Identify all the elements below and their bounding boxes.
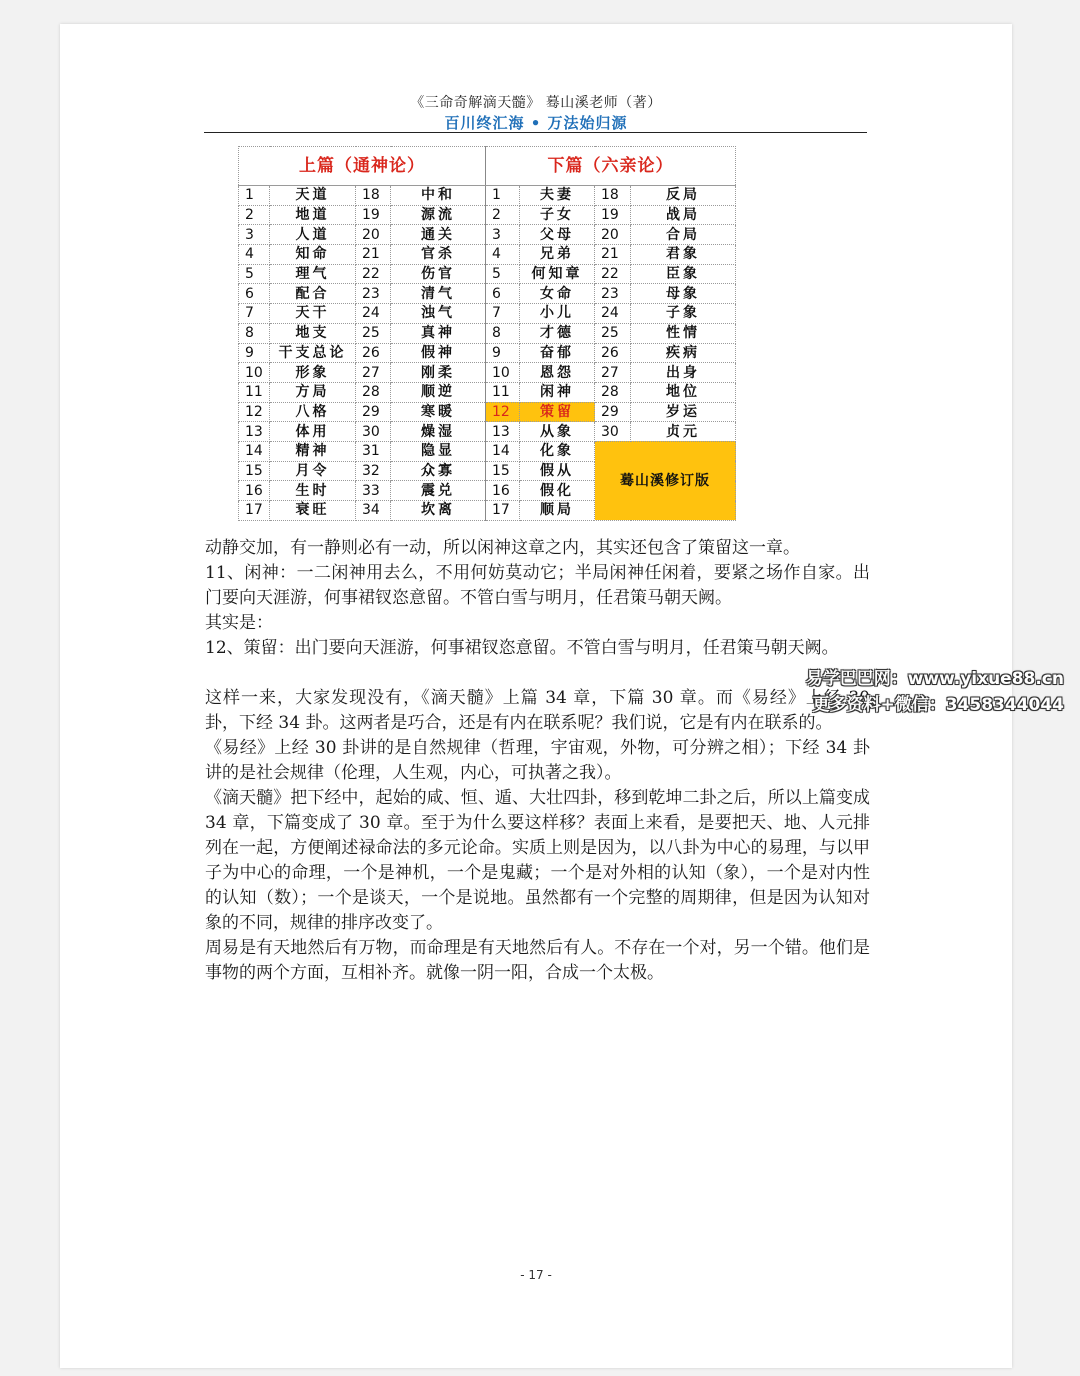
chapter-number: 8 [486, 323, 520, 343]
chapter-title: 女命 [520, 284, 595, 304]
chapter-title: 理气 [270, 264, 356, 284]
chapter-number: 27 [595, 363, 631, 383]
chapter-number: 10 [486, 363, 520, 383]
chapter-number: 33 [356, 481, 391, 501]
book-subtitle: 百川终汇海 • 万法始归源 [444, 114, 628, 132]
watermark-contact: 更多资料+微信：3458344044 [812, 695, 1064, 715]
chapter-number: 2 [239, 205, 270, 225]
paragraph: 《易经》上经 30 卦讲的是自然规律（哲理，宇宙观，外物，可分辨之相）；下经 34 卦讲的是社会规律（伦理，人生观，内心，可执著之我）。 [205, 738, 870, 783]
chapter-title: 知命 [270, 245, 356, 265]
chapter-title: 子象 [631, 304, 736, 324]
chapter-number: 13 [486, 422, 520, 442]
chapter-number: 7 [239, 304, 270, 324]
chapter-number: 23 [595, 284, 631, 304]
chapter-number: 17 [239, 501, 270, 521]
chapter-number: 9 [239, 343, 270, 363]
chapter-title: 坎离 [391, 501, 486, 521]
chapter-number: 4 [486, 245, 520, 265]
chapter-number: 6 [486, 284, 520, 304]
chapter-number: 26 [356, 343, 391, 363]
chapter-title: 顺局 [520, 501, 595, 521]
chapter-title: 假从 [520, 461, 595, 481]
chapter-title: 化象 [520, 441, 595, 461]
chapter-number: 5 [239, 264, 270, 284]
table-row [239, 402, 736, 422]
table-row [239, 343, 736, 363]
chapter-title: 出身 [631, 363, 736, 383]
chapter-number: 21 [356, 245, 391, 265]
chapter-title: 震兑 [391, 481, 486, 501]
paragraph: 11、闲神：一二闲神用去么，不用何妨莫动它；半局闲神任闲着，要紧之场作自家。出门要向天涯游，何事裙钗恣意留。不管白雪与明月，任君策马朝天阙。 [205, 563, 870, 608]
chapter-number: 25 [595, 323, 631, 343]
chapter-number: 15 [486, 461, 520, 481]
chapter-title: 形象 [270, 363, 356, 383]
chapter-number: 7 [486, 304, 520, 324]
chapter-number: 1 [486, 186, 520, 206]
chapter-title: 人道 [270, 225, 356, 245]
chapter-number: 13 [239, 422, 270, 442]
chapter-number: 14 [239, 441, 270, 461]
chapter-title: 战局 [631, 205, 736, 225]
chapter-title: 寒暖 [391, 402, 486, 422]
paragraph: 其实是： [205, 613, 273, 633]
chapter-title: 才德 [520, 323, 595, 343]
page-number: - 17 - [520, 1268, 552, 1282]
chapter-title: 君象 [631, 245, 736, 265]
chapter-title: 生时 [270, 481, 356, 501]
chapter-title: 子女 [520, 205, 595, 225]
book-title: 《三命奇解滴天髓》 蓦山溪老师（著） [410, 95, 662, 111]
chapter-title: 伤官 [391, 264, 486, 284]
chapter-title: 何知章 [520, 264, 595, 284]
table-row [239, 323, 736, 343]
chapter-number: 3 [486, 225, 520, 245]
chapter-number: 20 [356, 225, 391, 245]
chapter-title: 合局 [631, 225, 736, 245]
chapter-title: 小儿 [520, 304, 595, 324]
table-row [239, 422, 736, 442]
chapter-number: 27 [356, 363, 391, 383]
chapter-number: 29 [595, 402, 631, 422]
chapter-title: 干支总论 [270, 343, 356, 363]
chapter-title: 母象 [631, 284, 736, 304]
chapter-title: 反局 [631, 186, 736, 206]
chapter-number: 22 [356, 264, 391, 284]
chapter-number: 19 [595, 205, 631, 225]
paragraph: 动静交加，有一静则必有一动，所以闲神这章之内，其实还包含了策留这一章。 [205, 538, 800, 558]
table-row [239, 441, 736, 461]
paragraph: 《滴天髓》把下经中，起始的咸、恒、遁、大壮四卦，移到乾坤二卦之后，所以上篇变成 34 章，下篇变成了 30 章。至于为什么要这样移？表面上来看，是要把天、地、人元排列在一起，方便阐述禄命法的多元论命。实质上则是因为，以八卦为中心的易理，与以甲子为中心的命理，一个是神机，一个是鬼藏；一个是对外相的认知（象），一个是对内性的认知（数）；一个是谈天，一个是说地。虽然都有一个完整的周期律，但是因为认知对象的不同，规律的排序改变了。 [205, 788, 870, 933]
chapter-number: 34 [356, 501, 391, 521]
chapter-number: 12 [486, 402, 520, 422]
chapter-table [238, 146, 736, 521]
chapter-title: 臣象 [631, 264, 736, 284]
table-row [239, 225, 736, 245]
chapter-number: 14 [486, 441, 520, 461]
table-row [239, 284, 736, 304]
chapter-title: 真神 [391, 323, 486, 343]
chapter-title: 奋郁 [520, 343, 595, 363]
table-row [239, 205, 736, 225]
chapter-title: 疾病 [631, 343, 736, 363]
chapter-title: 夫妻 [520, 186, 595, 206]
chapter-title: 精神 [270, 441, 356, 461]
paragraph: 这样一来，大家发现没有，《滴天髓》上篇 34 章，下篇 30 章。而《易经》上经 30 卦，下经 34 卦。这两者是巧合，还是有内在联系呢？我们说，它是有内在联系的。 [205, 688, 870, 733]
chapter-title: 方局 [270, 382, 356, 402]
chapter-title: 策留 [520, 402, 595, 422]
chapter-number: 12 [239, 402, 270, 422]
table-row [239, 304, 736, 324]
chapter-number: 28 [356, 382, 391, 402]
chapter-title: 清气 [391, 284, 486, 304]
chapter-title: 配合 [270, 284, 356, 304]
table-row [239, 245, 736, 265]
header-divider [204, 132, 867, 133]
chapter-number: 24 [595, 304, 631, 324]
chapter-number: 32 [356, 461, 391, 481]
chapter-title: 兄弟 [520, 245, 595, 265]
table-header-row [239, 147, 736, 186]
chapter-number: 31 [356, 441, 391, 461]
chapter-title: 恩怨 [520, 363, 595, 383]
table-row [239, 382, 736, 402]
chapter-title: 父母 [520, 225, 595, 245]
chapter-title: 衰旺 [270, 501, 356, 521]
upper-part-title: 上篇（通神论） [239, 147, 486, 186]
chapter-number: 11 [486, 382, 520, 402]
chapter-number: 15 [239, 461, 270, 481]
chapter-number: 1 [239, 186, 270, 206]
chapter-title: 岁运 [631, 402, 736, 422]
chapter-title: 官杀 [391, 245, 486, 265]
chapter-title: 闲神 [520, 382, 595, 402]
chapter-number: 18 [356, 186, 391, 206]
chapter-title: 浊气 [391, 304, 486, 324]
paragraph: 周易是有天地然后有万物，而命理是有天地然后有人。不存在一个对，另一个错。他们是事物的两个方面，互相补齐。就像一阴一阳，合成一个太极。 [205, 938, 870, 983]
chapter-title: 刚柔 [391, 363, 486, 383]
chapter-number: 3 [239, 225, 270, 245]
chapter-title: 地位 [631, 382, 736, 402]
chapter-title: 假化 [520, 481, 595, 501]
chapter-number: 23 [356, 284, 391, 304]
lower-part-title: 下篇（六亲论） [486, 147, 736, 186]
chapter-number: 22 [595, 264, 631, 284]
table-row [239, 186, 736, 206]
chapter-title: 从象 [520, 422, 595, 442]
table-row [239, 264, 736, 284]
chapter-title: 天干 [270, 304, 356, 324]
chapter-number: 30 [595, 422, 631, 442]
table-row [239, 363, 736, 383]
chapter-number: 6 [239, 284, 270, 304]
chapter-title: 贞元 [631, 422, 736, 442]
chapter-number: 16 [239, 481, 270, 501]
chapter-number: 10 [239, 363, 270, 383]
chapter-number: 28 [595, 382, 631, 402]
chapter-title: 隐显 [391, 441, 486, 461]
chapter-number: 2 [486, 205, 520, 225]
paragraph: 12、策留：出门要向天涯游，何事裙钗恣意留。不管白雪与明月，任君策马朝天阙。 [205, 638, 839, 658]
chapter-title: 地道 [270, 205, 356, 225]
chapter-number: 21 [595, 245, 631, 265]
chapter-number: 8 [239, 323, 270, 343]
chapter-title: 月令 [270, 461, 356, 481]
chapter-number: 16 [486, 481, 520, 501]
chapter-title: 通关 [391, 225, 486, 245]
body-text [205, 536, 870, 986]
chapter-number: 26 [595, 343, 631, 363]
chapter-number: 29 [356, 402, 391, 422]
revision-badge: 蓦山溪修订版 [595, 441, 736, 520]
chapter-number: 19 [356, 205, 391, 225]
chapter-title: 性情 [631, 323, 736, 343]
chapter-number: 18 [595, 186, 631, 206]
chapter-title: 天道 [270, 186, 356, 206]
chapter-number: 20 [595, 225, 631, 245]
chapter-number: 24 [356, 304, 391, 324]
chapter-title: 八格 [270, 402, 356, 422]
chapter-number: 17 [486, 501, 520, 521]
chapter-number: 30 [356, 422, 391, 442]
chapter-number: 25 [356, 323, 391, 343]
chapter-number: 9 [486, 343, 520, 363]
chapter-title: 假神 [391, 343, 486, 363]
chapter-number: 11 [239, 382, 270, 402]
chapter-title: 顺逆 [391, 382, 486, 402]
chapter-number: 4 [239, 245, 270, 265]
chapter-number: 5 [486, 264, 520, 284]
chapter-title: 体用 [270, 422, 356, 442]
chapter-title: 中和 [391, 186, 486, 206]
chapter-title: 地支 [270, 323, 356, 343]
chapter-title: 源流 [391, 205, 486, 225]
chapter-title: 燥湿 [391, 422, 486, 442]
chapter-title: 众寡 [391, 461, 486, 481]
watermark-site: 易学巴巴网：www.yixue88.cn [805, 669, 1064, 689]
